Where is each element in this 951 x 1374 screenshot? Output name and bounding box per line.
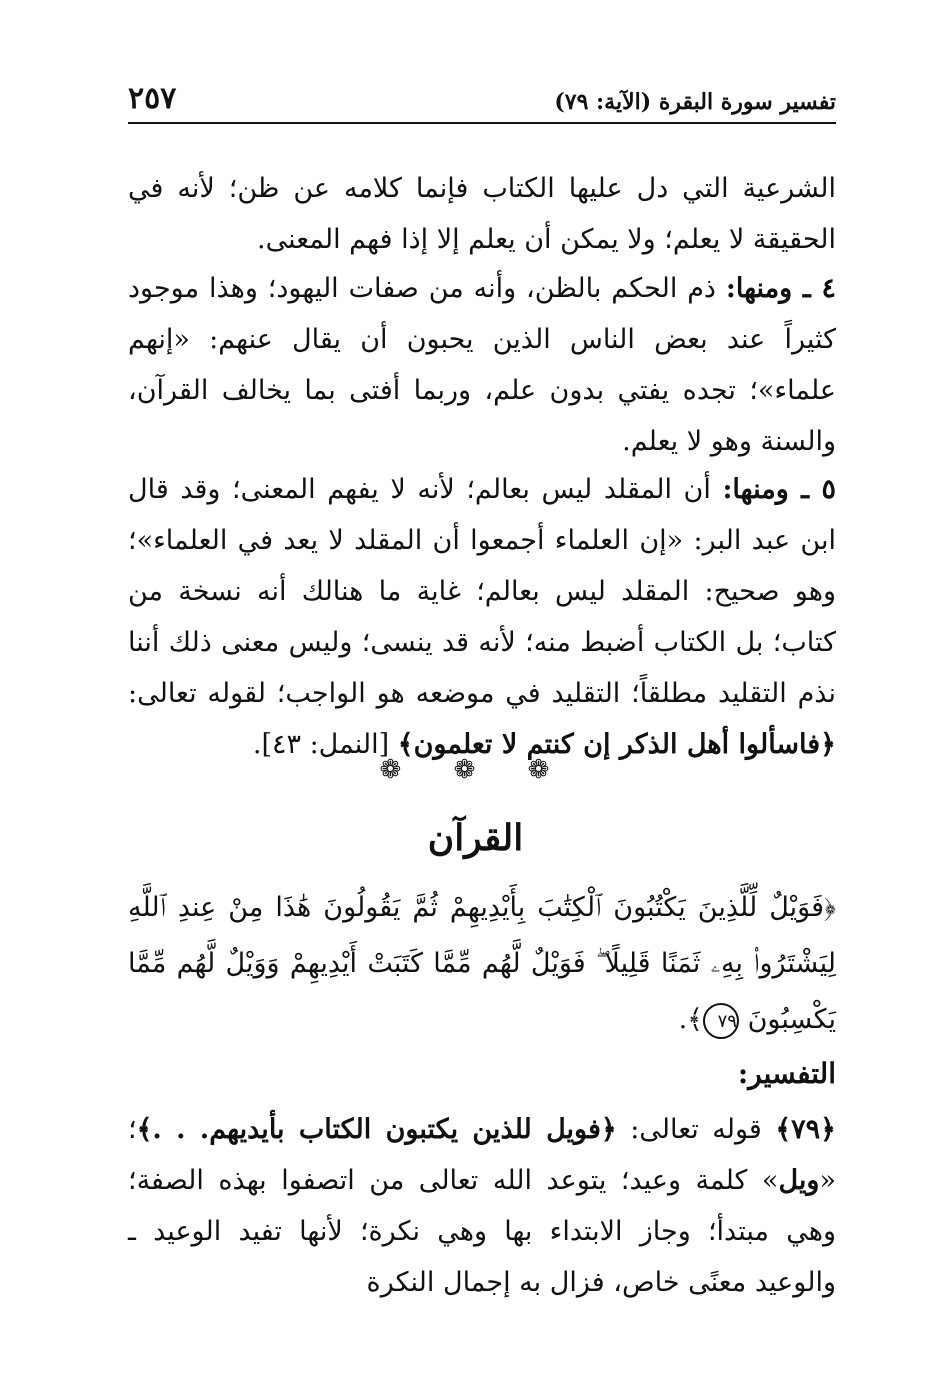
running-title: تفسير سورة البقرة (الآية: ٧٩) <box>554 89 836 115</box>
paragraph-text: » كلمة وعيد؛ يتوعد الله تعالى من اتصفوا بهذه الصفة؛ وهي مبتدأ؛ وجاز الابتداء بها وهي نكرة؛ لأنها تفيد الوعيد ـ والوعيد معنًى خاص، فزال به إجمال النكرة <box>128 1165 836 1298</box>
paragraph-point-4 <box>128 263 836 467</box>
paragraph-point-5 <box>128 464 836 770</box>
page-header <box>128 82 836 124</box>
verse-quote: ﴿فاسألوا أهل الذكر إن كنتم لا تعلمون﴾ <box>397 729 836 760</box>
page-number: ٢٥٧ <box>128 81 177 116</box>
paragraph-text: الشرعية التي دل عليها الكتاب فإنما كلامه عن ظن؛ لأنه في الحقيقة لا يعلم؛ ولا يمكن أن يعلم إلا إذا فهم المعنى. <box>128 173 836 255</box>
intro-text: قوله تعالى: <box>630 1114 762 1145</box>
tafsir-heading: التفسير: <box>737 1057 836 1090</box>
point-label: ٥ ـ ومنها: <box>722 474 836 505</box>
verse-reference: [النمل: ٤٣]. <box>252 729 390 760</box>
point-label: ٤ ـ ومنها: <box>725 273 837 304</box>
section-separator: ❁ ❁ ❁ <box>379 755 572 785</box>
verse-end: ﴾. <box>678 1004 703 1035</box>
ayah-number-marker: ٧٩ <box>703 1003 739 1039</box>
key-word: ويل <box>778 1165 820 1196</box>
section-title: القرآن <box>427 817 524 859</box>
paragraph-continuation <box>128 163 836 265</box>
tafsir-paragraph <box>128 1104 836 1308</box>
ayah-ref: ﴿٧٩﴾ <box>775 1114 836 1145</box>
paragraph-text: أن المقلد ليس بعالم؛ لأنه لا يفهم المعنى؛ وقد قال ابن عبد البر: «إن العلماء أجمعوا أن المقلد لا يعد في العلماء»؛ وهو صحيح: المقلد ليس بعالم؛ غاية ما هنالك أنه نسخة من كتاب؛ بل الكتاب أضبط منه؛ لأنه قد ينسى؛ وليس معنى ذلك أننا نذم التقليد مطلقاً؛ التقليد في موضعه هو الواجب؛ لقوله تعالى: <box>128 474 836 709</box>
quran-verse-block <box>128 880 836 1048</box>
quran-verse-text: ﴿فَوَيْلٌ لِّلَّذِينَ يَكْتُبُونَ ٱلْكِتَٰبَ بِأَيْدِيهِمْ ثُمَّ يَقُولُونَ هَٰذَا مِنْ عِندِ ٱللَّهِ لِيَشْتَرُوا۟ بِهِۦ ثَمَنًا قَلِيلًا ۖ فَوَيْلٌ لَّهُم مِّمَّا كَتَبَتْ أَيْدِيهِمْ وَوَيْلٌ لَّهُم مِّمَّا يَكْسِبُونَ <box>128 892 836 1035</box>
verse-quote: ﴿فويل للذين يكتبون الكتاب بأيديهم. . .﴾ <box>136 1114 617 1145</box>
paragraph-text: ذم الحكم بالظن، وأنه من صفات اليهود؛ وهذا موجود كثيراً عند بعض الناس الذين يحبون أن يقال عنهم: «إنهم علماء»؛ تجده يفتي بدون علم، وربما أفتى بما يخالف القرآن، والسنة وهو لا يعلم. <box>128 273 836 457</box>
paragraph-text: ؛ « <box>128 1114 836 1196</box>
